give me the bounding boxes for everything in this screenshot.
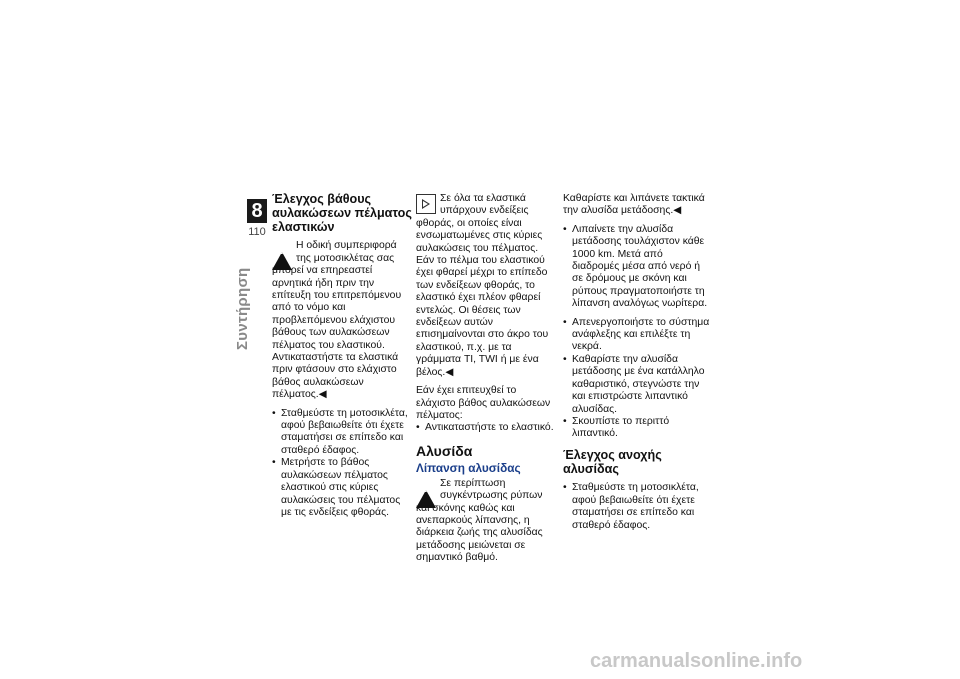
chain-intro: Καθαρίστε και λιπάνετε τακτικά την αλυσίδα μετάδοσης.◀ <box>563 193 705 217</box>
watermark: carmanualsonline.info <box>590 650 803 672</box>
tread-warning-text: Η οδική συμπεριφορά της μοτοσικλέτας σας μπορεί να επηρεαστεί αρνητικά ήδη πριν την επίτευξη του επιτρεπόμενου από το νόμο και προβλεπόμενου ελάχιστου βάθους των αυλακώσεων πέλματος του ελαστικού. Αντικαταστήστε τα ελαστικά πριν φτάσουν στο ελάχιστο βάθος αυλακώσεων πέλματος.◀ <box>272 240 402 401</box>
list-item: • Αντικαταστήστε το ελαστικό. <box>416 422 556 434</box>
chain-steps <box>563 224 711 441</box>
list-item: • Σκουπίστε το περιττό λιπαντικό. <box>563 416 711 441</box>
list-item: • Απενεργοποιήστε το σύστημα ανάφλεξης και επιλέξτε τη νεκρά. <box>563 317 711 354</box>
column-1 <box>272 193 412 525</box>
page-number: 110 <box>248 226 266 238</box>
chain-warning <box>416 478 556 565</box>
warning-icon: ! <box>416 479 436 499</box>
tread-note <box>416 193 556 379</box>
min-depth-steps <box>416 422 556 434</box>
warning-icon: ! <box>272 241 292 261</box>
min-depth-text: Εάν έχει επιτευχθεί το ελάχιστο βάθος αυλακώσεων πέλματος: <box>416 385 551 421</box>
note-icon <box>416 194 436 214</box>
column-3 <box>563 193 711 538</box>
list-item: • Σταθμεύστε τη μοτοσικλέτα, αφού βεβαιωθείτε ότι έχετε σταματήσει σε επίπεδο και σταθερό έδαφος. <box>563 482 711 532</box>
chapter-number: 8 <box>247 199 267 223</box>
chapter-title: Συντήρηση <box>234 267 251 350</box>
tread-depth-heading: Έλεγχος βάθους αυλακώσεων πέλματος ελαστικών <box>272 192 412 234</box>
list-item: • Σταθμεύστε τη μοτοσικλέτα, αφού βεβαιωθείτε ότι έχετε σταματήσει σε επίπεδο και σταθερό έδαφος. <box>272 408 412 458</box>
tread-warning <box>272 240 412 401</box>
chain-slack-heading: Έλεγχος ανοχής αλυσίδας <box>563 447 662 476</box>
chain-lube-subtitle: Λίπανση αλυσίδας <box>416 460 521 475</box>
list-item: • Λιπαίνετε την αλυσίδα μετάδοσης τουλάχιστον κάθε 1000 km. Μετά από διαδρομές μέσα από νερό ή σε δρόμους με σκόνη και ρύπους πραγματοποιήστε τη λίπανση αναλόγως νωρίτερα. <box>563 224 711 311</box>
tread-steps <box>272 408 412 520</box>
chain-section-title: Αλυσίδα <box>416 442 473 459</box>
tread-note-text: Σε όλα τα ελαστικά υπάρχουν ενδείξεις φθοράς, οι οποίες είναι ενσωματωμένες στις κύριες αυλακώσεις του πέλματος. Εάν το πέλμα του ελαστικού έχει φθαρεί μέχρι το επίπεδο των ενδείξεων φθοράς, το ελαστικό έχει πλέον φθαρεί εντελώς. Οι θέσεις των ενδείξεων αυτών επισημαίνονται στο άκρο του ελαστικού, π.χ. με τα γράμματα TI, TWI ή με ένα βέλος.◀ <box>416 193 549 378</box>
list-item: • Μετρήστε το βάθος αυλακώσεων πέλματος ελαστικού στις κύριες αυλακώσεις του πέλματος με τις ενδείξεις φθοράς. <box>272 457 412 519</box>
column-2 <box>416 193 556 571</box>
list-item: • Καθαρίστε την αλυσίδα μετάδοσης με ένα κατάλληλο καθαριστικό, στεγνώστε την και επιστρώστε λιπαντικό αλυσίδας. <box>563 354 711 416</box>
chain-warning-text: Σε περίπτωση συγκέντρωσης ρύπων και σκόνης καθώς και ανεπαρκούς λίπανσης, η διάρκεια ζωής της αλυσίδας μετάδοσης μειώνεται σε σημαντικό βαθμό. <box>416 477 543 564</box>
chain-slack-steps <box>563 482 711 532</box>
